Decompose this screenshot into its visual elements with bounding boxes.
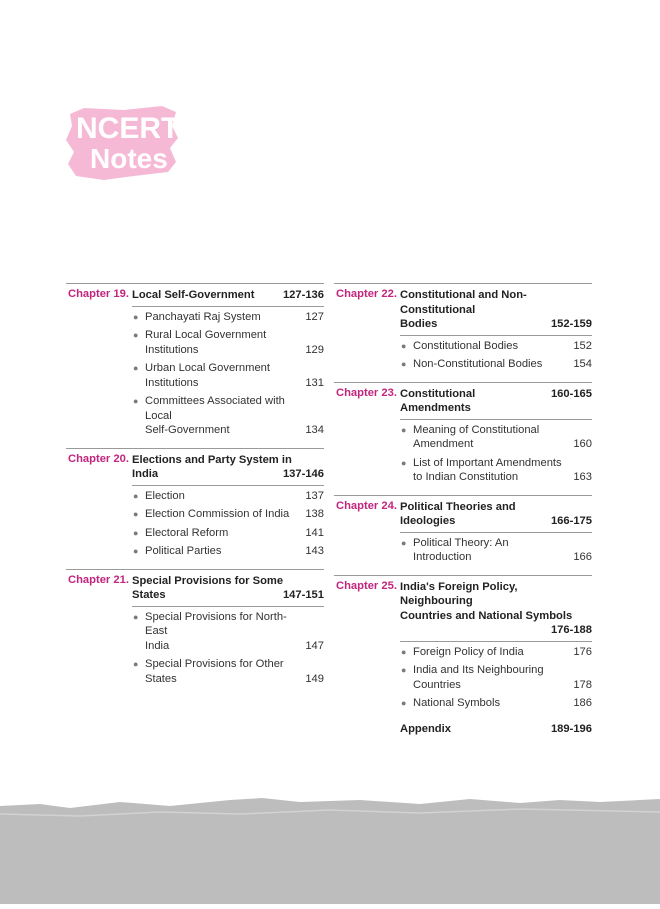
topic-title	[145, 394, 302, 438]
chapter-block	[66, 283, 324, 438]
chapter-title-line	[132, 288, 324, 303]
chapter-block	[334, 495, 592, 565]
topic-page-number: 137	[305, 489, 324, 502]
topic-item	[132, 544, 324, 559]
chapter-title-text: Bodies	[400, 318, 438, 330]
bullet-icon: ●	[401, 537, 407, 548]
chapter-block	[334, 283, 592, 372]
topic-title	[145, 657, 302, 686]
topic-title-line: Special Provisions for North-East	[145, 610, 287, 637]
topic-title-line: Election Commission of India	[145, 508, 290, 520]
topic-page-number: 134	[305, 424, 324, 436]
topic-title-line: States	[145, 672, 177, 685]
topic-title-line: Countries	[413, 678, 461, 691]
chapter-number: Chapter 25.	[336, 579, 397, 592]
topic-item	[132, 361, 324, 390]
topic-title-line: Institutions	[145, 376, 199, 389]
chapter-title-text: Constitutional Amendments	[400, 387, 476, 414]
chapter-number: Chapter 22.	[336, 288, 397, 300]
topic-title	[413, 645, 570, 660]
bullet-icon: ●	[133, 330, 139, 340]
chapter-title-line	[400, 623, 592, 638]
chapter-title-line: Constitutional and Non-Constitutional	[400, 289, 527, 316]
topic-page-number: 178	[573, 678, 592, 691]
topic-title-line: to Indian Constitution	[413, 471, 519, 483]
chapter-title-text: Ideologies	[400, 515, 456, 527]
topic-title-line: Institutions	[145, 343, 199, 356]
topic-item	[400, 423, 592, 452]
topic-page-number: 143	[305, 545, 324, 557]
topic-title	[413, 339, 570, 354]
topic-page-number: 166	[573, 551, 592, 563]
topic-title	[145, 526, 302, 541]
chapter-page-range: 127-136	[282, 289, 324, 301]
topic-title	[413, 663, 570, 692]
bullet-icon: ●	[133, 611, 139, 622]
logo-text-line2: Notes	[90, 143, 168, 174]
chapter-title	[132, 284, 324, 303]
topic-item	[400, 696, 592, 711]
appendix-entry	[400, 723, 592, 735]
toc-left-column	[66, 283, 324, 690]
topic-title	[413, 423, 570, 452]
chapter-title-text: Local Self-Government	[132, 289, 255, 301]
topic-title-line: Urban Local Government	[145, 362, 270, 374]
topic-title-line: Amendment	[413, 438, 474, 450]
topic-title-line: India and Its Neighbouring	[413, 664, 544, 676]
topic-item	[132, 394, 324, 438]
topic-title-line: Special Provisions for Other	[145, 658, 284, 670]
topic-title	[145, 361, 302, 390]
topic-item	[400, 456, 592, 485]
topic-title	[145, 328, 302, 357]
logo-text-line1: NCERT	[76, 112, 180, 145]
chapter-title-text: Countries and National Symbols	[400, 609, 573, 622]
bullet-icon: ●	[133, 527, 139, 538]
topic-title	[413, 536, 570, 565]
chapter-number: Chapter 21.	[68, 573, 129, 586]
bullet-icon: ●	[133, 659, 139, 669]
topic-page-number: 160	[573, 438, 592, 450]
topic-page-number: 147	[305, 639, 324, 652]
topic-list	[132, 486, 324, 559]
topic-list	[132, 607, 324, 687]
topic-title	[145, 489, 302, 504]
topic-title	[145, 610, 302, 654]
topic-list	[400, 336, 592, 372]
topic-page-number: 149	[305, 672, 324, 685]
topic-list	[132, 307, 324, 438]
chapter-title-line	[132, 588, 324, 603]
chapter-title-text: States	[132, 589, 166, 601]
bullet-icon: ●	[133, 490, 139, 501]
topic-title-line: Non-Constitutional Bodies	[413, 358, 543, 370]
logo-graphic	[64, 104, 182, 182]
bullet-icon: ●	[133, 509, 139, 519]
topic-title	[413, 696, 570, 711]
bullet-icon: ●	[401, 424, 407, 435]
topic-page-number: 141	[305, 526, 324, 539]
topic-title	[413, 456, 570, 485]
chapter-title-line	[400, 609, 592, 624]
topic-item	[400, 536, 592, 565]
topic-item	[132, 328, 324, 357]
bullet-icon: ●	[401, 646, 407, 657]
chapter-page-range: 137-146	[282, 468, 324, 480]
topic-title	[145, 544, 302, 559]
chapter-page-range: 166-175	[550, 515, 592, 527]
topic-item	[400, 663, 592, 692]
topic-title-line: Self-Government	[145, 424, 230, 436]
topic-page-number: 176	[573, 645, 592, 658]
topic-page-number: 127	[305, 310, 324, 323]
chapter-page-range: 152-159	[550, 318, 592, 330]
chapter-title-text: India	[132, 468, 159, 480]
chapter-title-line	[400, 317, 592, 332]
topic-page-number: 186	[573, 697, 592, 709]
topic-title-line: National Symbols	[413, 697, 501, 709]
toc-right-column	[334, 283, 592, 735]
topic-item	[400, 645, 592, 660]
topic-item	[400, 357, 592, 372]
topic-title-line: Committees Associated with Local	[145, 395, 285, 422]
chapter-block	[66, 448, 324, 559]
chapter-title	[400, 383, 592, 416]
topic-page-number: 163	[573, 471, 592, 483]
topic-item	[132, 310, 324, 325]
chapter-number: Chapter 24.	[336, 499, 397, 512]
topic-page-number: 138	[305, 508, 324, 520]
chapter-title-line: Elections and Party System in	[132, 453, 292, 466]
footer-brush-band	[0, 794, 660, 904]
topic-list	[400, 642, 592, 711]
chapter-page-range: 160-165	[550, 387, 592, 400]
bullet-icon: ●	[401, 665, 407, 675]
appendix-label: Appendix	[400, 722, 451, 735]
chapter-title	[400, 576, 592, 638]
topic-item	[132, 489, 324, 504]
chapter-title-line	[132, 467, 324, 482]
topic-title	[145, 507, 302, 522]
chapter-title-line: India's Foreign Policy, Neighbouring	[400, 580, 518, 607]
chapter-title-line: Special Provisions for Some	[132, 574, 284, 587]
bullet-icon: ●	[401, 698, 407, 708]
chapter-title	[400, 496, 592, 529]
bullet-icon: ●	[401, 457, 407, 468]
topic-page-number: 129	[305, 343, 324, 356]
bullet-icon: ●	[133, 363, 139, 373]
topic-title-line: List of Important Amendments	[413, 456, 562, 469]
topic-page-number: 131	[305, 376, 324, 389]
chapter-title-line	[400, 387, 592, 416]
topic-title-line: Election	[145, 489, 185, 502]
topic-title-line: India	[145, 639, 170, 652]
topic-title	[413, 357, 570, 372]
topic-title-line: Rural Local Government	[145, 329, 267, 341]
chapter-title-line: Political Theories and	[400, 500, 516, 513]
topic-list	[400, 533, 592, 565]
topic-title-line: Meaning of Constitutional	[413, 423, 540, 436]
chapter-block	[334, 382, 592, 485]
bullet-icon: ●	[133, 396, 139, 406]
topic-title	[145, 310, 302, 325]
topic-title-line: Introduction	[413, 551, 472, 563]
chapter-block	[66, 569, 324, 687]
topic-title-line: Foreign Policy of India	[413, 645, 524, 658]
bullet-icon: ●	[133, 311, 139, 322]
topic-title-line: Political Parties	[145, 545, 222, 557]
topic-item	[132, 526, 324, 541]
chapter-title	[132, 570, 324, 603]
bullet-icon: ●	[401, 359, 407, 369]
topic-item	[132, 657, 324, 686]
chapter-page-range: 176-188	[550, 624, 592, 636]
chapter-page-range: 147-151	[282, 589, 324, 601]
chapter-block	[334, 575, 592, 711]
topic-item	[132, 507, 324, 522]
topic-title-line: Constitutional Bodies	[413, 339, 519, 352]
ncert-notes-logo	[64, 104, 182, 182]
chapter-number: Chapter 19.	[68, 288, 129, 300]
topic-item	[132, 610, 324, 654]
chapter-number: Chapter 23.	[336, 386, 397, 399]
topic-page-number: 154	[573, 358, 592, 370]
topic-title-line: Electoral Reform	[145, 526, 229, 539]
topic-title-line: Political Theory: An	[413, 536, 509, 549]
footer-brush-graphic	[0, 794, 660, 904]
bullet-icon: ●	[133, 546, 139, 556]
chapter-title	[132, 449, 324, 482]
topic-list	[400, 420, 592, 485]
chapter-title-line	[400, 514, 592, 529]
appendix-page-range: 189-196	[550, 722, 592, 735]
topic-title-line: Panchayati Raj System	[145, 310, 261, 323]
chapter-title	[400, 284, 592, 332]
topic-page-number: 152	[573, 339, 592, 352]
bullet-icon: ●	[401, 340, 407, 351]
chapter-number: Chapter 20.	[68, 452, 129, 465]
topic-item	[400, 339, 592, 354]
